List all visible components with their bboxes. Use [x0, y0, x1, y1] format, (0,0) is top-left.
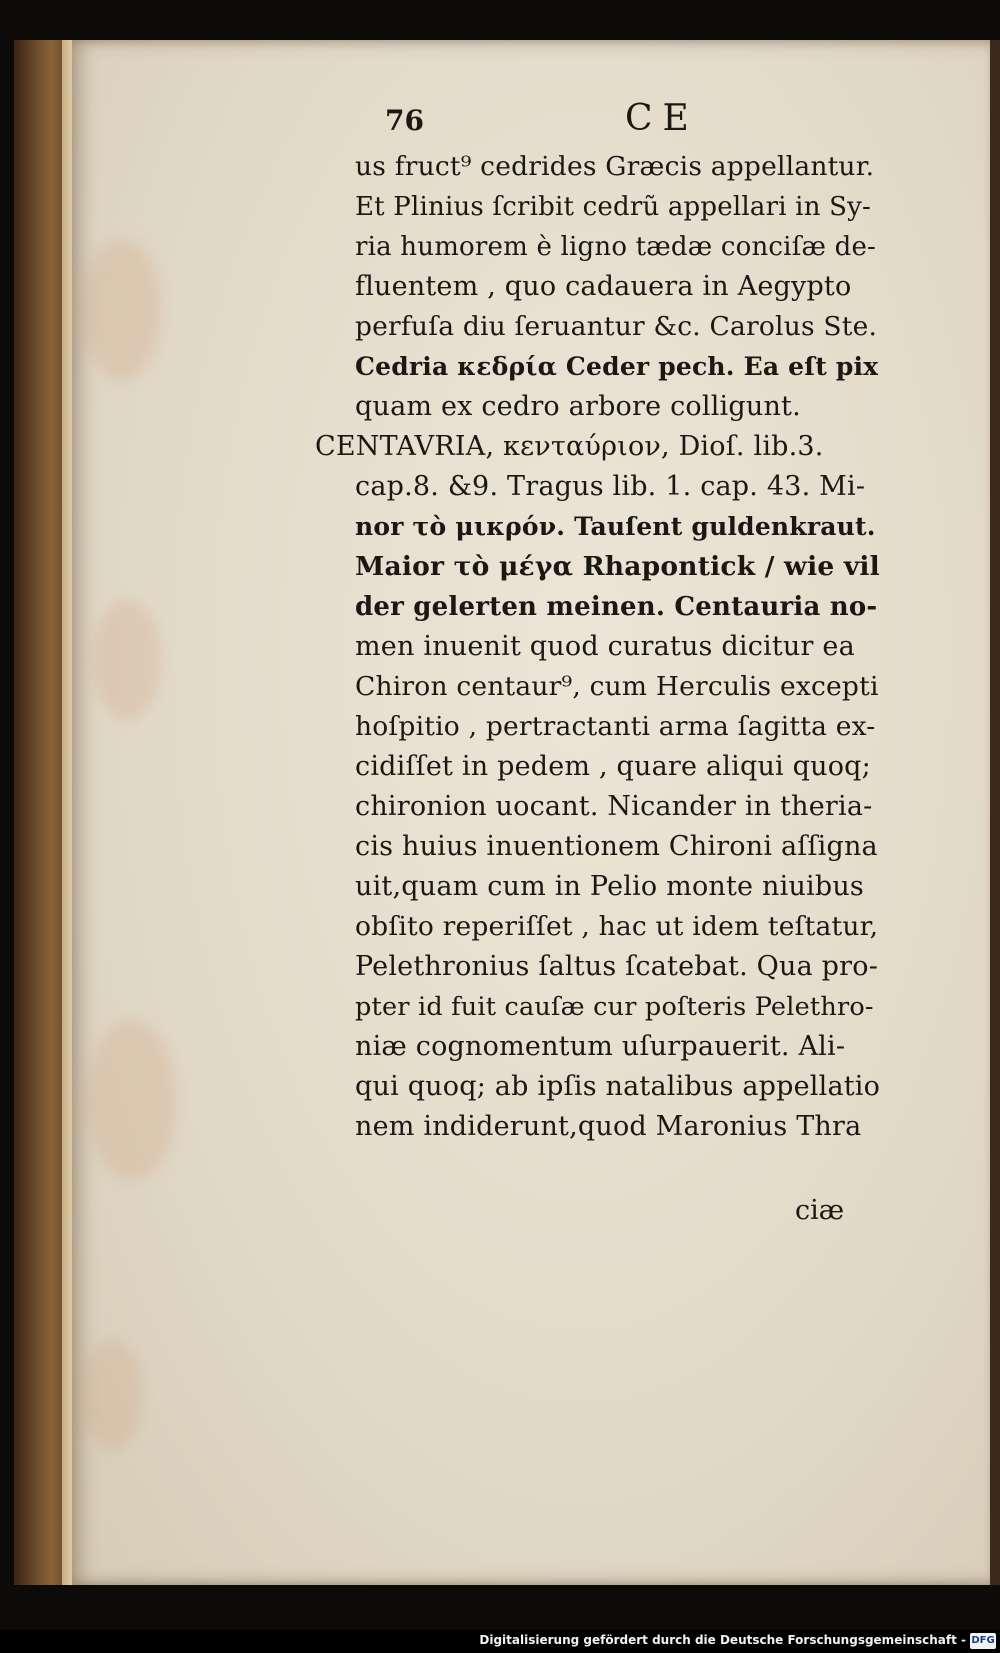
catchword: ciæ [795, 1195, 845, 1226]
text-line: Chiron centaur⁹, cum Herculis excepti [355, 671, 879, 702]
text-line: Maior τὸ μέγα Rhapontick / wie vil [355, 551, 880, 582]
text-line: Et Plinius ſcribit cedrũ appellari in Sy- [355, 192, 871, 222]
text-line: cis huius inuentionem Chironi aſſigna [355, 831, 878, 862]
text-line: us fruct⁹ cedrides Græcis appellantur. [355, 151, 875, 182]
text-line: cap.8. &9. Tragus lib. 1. cap. 43. Mi- [355, 471, 866, 502]
text-line: quam ex cedro arbore colligunt. [355, 391, 801, 422]
text-line: pter id fuit cauſæ cur poſteris Pelethro- [355, 992, 874, 1022]
text-line: perfuſa diu ſeruantur &c. Carolus Ste. [355, 311, 878, 342]
text-line: nem indiderunt,quod Maronius Thra [355, 1111, 862, 1142]
text-line: obſito reperiſſet , hac ut idem teſtatur, [355, 911, 879, 942]
text-line: men inuenit quod curatus dicitur ea [355, 631, 855, 662]
text-line: uit,quam cum in Pelio monte niuibus [355, 871, 864, 902]
paper-stain [82, 1340, 142, 1450]
dfg-logo: DFG [970, 1633, 996, 1649]
page-number: 76 [385, 104, 424, 137]
entry-heading-line: CENTAVRIA, κενταύριον, Dioſ. lib.3. [315, 431, 824, 462]
text-line: fluentem , quo cadauera in Aegypto [355, 271, 852, 302]
text-line: ria humorem è ligno tædæ conciſæ de- [355, 232, 877, 262]
text-line: qui quoq; ab ipſis natalibus appellatio [355, 1071, 881, 1102]
text-line: chironion uocant. Nicander in theria- [355, 791, 873, 822]
text-line: nor τὸ μικρόν. Tauſent guldenkraut. [355, 512, 876, 541]
text-line: Cedria κεδρία Ceder pech. Ea eſt pix [355, 352, 879, 381]
text-line: cidiſſet in pedem , quare aliqui quoq; [355, 751, 871, 782]
text-line: Pelethronius ſaltus ſcatebat. Qua pro- [355, 951, 879, 982]
digitization-footer [0, 1630, 1000, 1653]
running-head: CE [625, 98, 699, 139]
text-line: der gelerten meinen. Centauria no- [355, 592, 878, 622]
funding-credit: Digitalisierung gefördert durch die Deutsche Forschungsgemeinschaft - [479, 1633, 966, 1647]
text-line: hoſpitio , pertractanti arma ſagitta ex- [355, 711, 876, 742]
text-line: niæ cognomentum uſurpauerit. Ali- [355, 1031, 846, 1062]
